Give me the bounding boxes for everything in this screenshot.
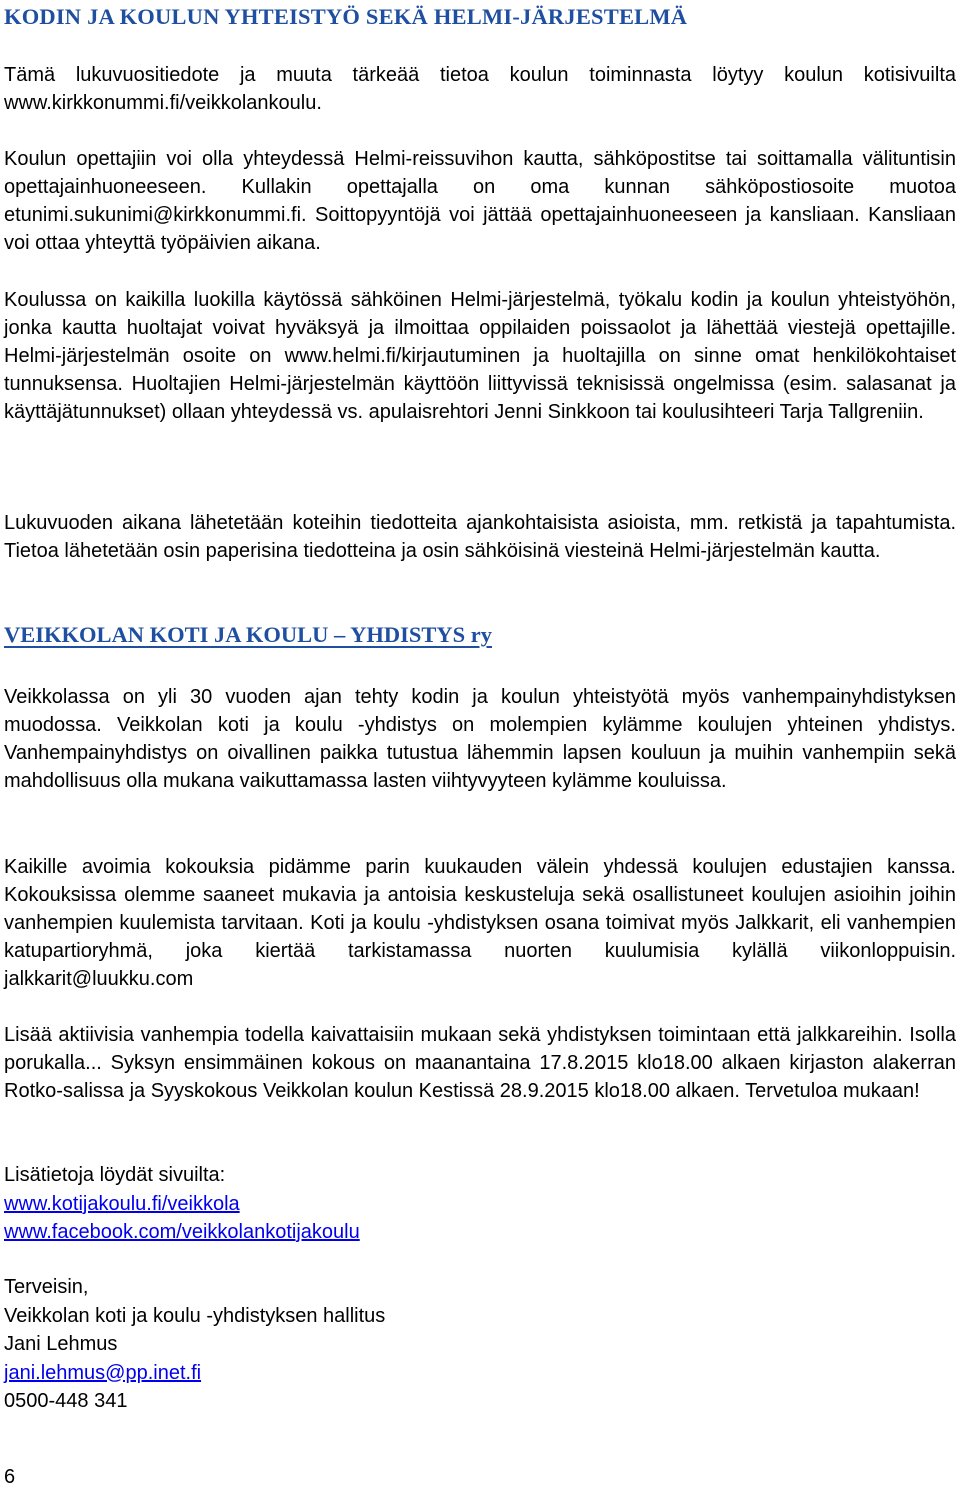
paragraph-teacher-contact: Koulun opettajiin voi olla yhteydessä Helmi-reissuvihon kautta, sähköpostitse tai soittamalla välituntisin opettajainhuoneeseen. Kullakin opettajalla on oma kunnan sähköpostiosoite muotoa etunimi.sukunimi@kirkkonummi.fi. Soittopyyntöjä voi jättää opettajainhuoneeseen ja kansliaan. Kansliaan voi ottaa yhteyttä työpäivien aikana. — [4, 148, 956, 254]
page-number: 6 — [4, 1466, 16, 1488]
signature-name: Jani Lehmus — [4, 1333, 118, 1355]
paragraph-join: Lisää aktiivisia vanhempia todella kaivattaisiin mukaan sekä yhdistyksen toimintaan että jalkkareihin. Isolla porukalla... Syksyn ensimmäinen kokous on maanantaina 17.8.2015 klo18.00 alkaen kirjaston alakerran Rotko-salissa ja Syyskokous Veikkolan koulun Kestissä 28.9.2015 klo18.00 alkaen. Tervetuloa mukaan! — [4, 1024, 956, 1102]
more-info-label: Lisätietoja löydät sivuilta: — [4, 1164, 226, 1186]
signature-greeting: Terveisin, — [4, 1276, 89, 1298]
section-heading-helmi: KODIN JA KOULUN YHTEISTYÖ SEKÄ HELMI-JÄRJESTELMÄ — [4, 4, 688, 29]
paragraph-bulletins: Lukuvuoden aikana lähetetään koteihin tiedotteita ajankohtaisista asioista, mm. retkistä ja tapahtumista. Tietoa lähetetään osin paperisina tiedotteina ja osin sähköisinä viesteinä Helmi-järjestelmän kautta. — [4, 512, 956, 562]
paragraph-website: Tämä lukuvuositiedote ja muuta tärkeää tietoa koulun toiminnasta löytyy koulun kotisivuilta www.kirkkonummi.fi/veikkolankoulu. — [4, 64, 956, 114]
paragraph-association-intro: Veikkolassa on yli 30 vuoden ajan tehty kodin ja koulun yhteistyötä myös vanhempainyhdistyksen muodossa. Veikkolan koti ja koulu -yhdistys on molempien kylämme koulujen yhteinen yhdistys. Vanhempainyhdistys on oivallinen paikka tutustua lähemmin lapsen kouluun ja muihin vanhempiin sekä mahdollisuus olla mukana vaikuttamassa lasten viihtyvyyteen kylämme kouluissa. — [4, 686, 956, 792]
more-info-block — [4, 1161, 956, 1247]
signature-org: Veikkolan koti ja koulu -yhdistyksen hallitus — [4, 1304, 386, 1327]
signature-block — [4, 1273, 956, 1416]
paragraph-meetings: Kaikille avoimia kokouksia pidämme parin kuukauden välein yhdessä koulujen edustajien kanssa. Kokouksissa olemme saaneet mukavia ja antoisia keskusteluja sekä osallistuneet koulujen asioihin joihin vanhempien kuulemista tarvitaan. Koti ja koulu -yhdistyksen osana toimivat myös Jalkkarit, eli vanhempien katupartioryhmä, joka kiertää tarkistamassa nuorten kuulumisia kylällä viikonloppuisin. jalkkarit@luukku.com — [4, 856, 956, 990]
section-heading-association: VEIKKOLAN KOTI JA KOULU – YHDISTYS ry — [4, 622, 492, 647]
link-kotijakoulu[interactable]: www.kotijakoulu.fi/veikkola — [4, 1192, 240, 1215]
signature-phone: 0500-448 341 — [4, 1390, 128, 1412]
paragraph-helmi-system: Koulussa on kaikilla luokilla käytössä sähköinen Helmi-järjestelmä, työkalu kodin ja koulun yhteistyöhön, jonka kautta huoltajat voivat hyväksyä ja ilmoittaa oppilaiden poissaolot ja lähettää viestejä opettajille. Helmi-järjestelmän osoite on www.helmi.fi/kirjautuminen ja huoltajilla on sinne omat henkilökohtaiset tunnuksensa. Huoltajien Helmi-järjestelmän käyttöön liittyvissä teknisissä ongelmissa (esim. salasanat ja käyttäjätunnukset) ollaan yhteydessä vs. apulaisrehtori Jenni Sinkkoon tai koulusihteeri Tarja Tallgreniin. — [4, 289, 956, 423]
link-facebook[interactable]: www.facebook.com/veikkolankotijakoulu — [4, 1221, 360, 1243]
signature-email-link[interactable]: jani.lehmus@pp.inet.fi — [4, 1361, 202, 1384]
